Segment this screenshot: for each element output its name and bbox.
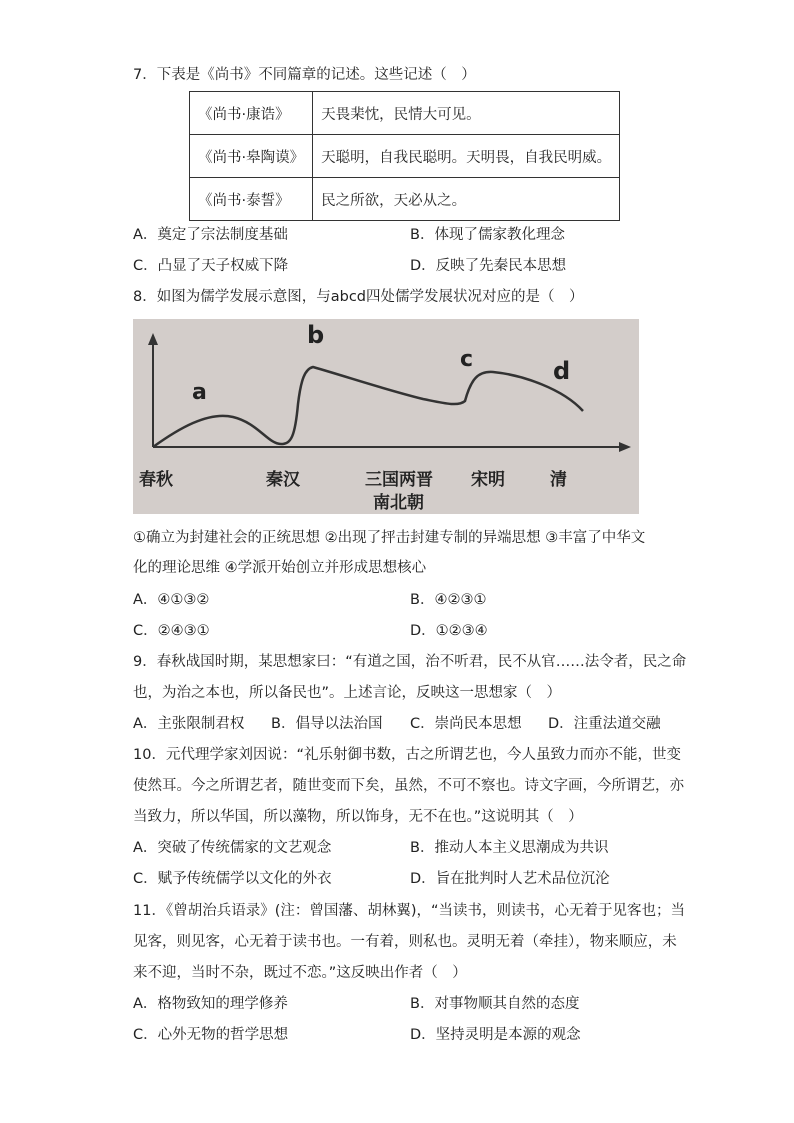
q10-option-a: A．突破了传统儒家的文艺观念 [133, 840, 332, 856]
table-cell-quote: 天聪明，自我民聪明。天明畏，自我民明威。 [313, 135, 620, 178]
q10-option-d: D．旨在批判时人艺术品位沉沦 [410, 871, 610, 887]
q11-option-a: A．格物致知的理学修养 [133, 996, 288, 1012]
table-row [190, 135, 620, 178]
q8-stem: 8．如图为儒学发展示意图，与abcd四处儒学发展状况对应的是（ ） [133, 289, 584, 305]
q8-option-d: D．①②③④ [410, 623, 488, 639]
axis-label-qing: 清 [550, 470, 567, 490]
table-cell-source: 《尚书·皋陶谟》 [190, 135, 313, 178]
q7-option-c: C．凸显了天子权威下降 [133, 258, 289, 274]
table-row [190, 178, 620, 221]
axis-label-chunqiu: 春秋 [139, 470, 173, 490]
q8-statements-line1: ①确立为封建社会的正统思想 ②出现了抨击封建专制的异端思想 ③丰富了中华文 [133, 530, 646, 546]
curve-label-a: a [192, 380, 207, 405]
q8-statements-line2: 化的理论思维 ④学派开始创立并形成思想核心 [133, 560, 427, 576]
q10-option-b: B．推动人本主义思潮成为共识 [410, 840, 609, 856]
table-cell-source: 《尚书·康诰》 [190, 92, 313, 135]
axis-label-qinhan: 秦汉 [266, 470, 300, 490]
q9-stem-line2: 也，为治之本也，所以备民也”。上述言论，反映这一思想家（ ） [133, 685, 562, 701]
q9-stem-line1: 9．春秋战国时期，某思想家曰：“有道之国，治不听君，民不从官……法令者，民之命 [133, 654, 687, 670]
q7-quote-table [189, 91, 620, 221]
q11-option-b: B．对事物顺其自然的态度 [410, 996, 580, 1012]
q11-option-d: D．坚持灵明是本源的观念 [410, 1027, 581, 1043]
q10-stem-line3: 当致力，所以华国，所以藻物，所以饰身，无不在也。”这说明其（ ） [133, 809, 583, 825]
q11-option-c: C．心外无物的哲学思想 [133, 1027, 289, 1043]
curve-label-d: d [553, 357, 571, 385]
q7-option-a: A．奠定了宗法制度基础 [133, 227, 288, 243]
q10-stem-line1: 10．元代理学家刘因说：“礼乐射御书数，古之所谓艺也，今人虽致力而亦不能，世变 [133, 747, 681, 763]
q11-stem-line3: 来不迎，当时不杂，既过不恋。”这反映出作者（ ） [133, 965, 467, 981]
q7-stem: 7．下表是《尚书》不同篇章的记述。这些记述（ ） [133, 67, 476, 83]
curve-label-c: c [460, 347, 474, 372]
q9-option-d: D．注重法道交融 [548, 716, 661, 732]
axis-label-sanguo: 三国两晋 [365, 470, 433, 490]
q8-option-c: C．②④③① [133, 623, 210, 639]
table-row [190, 92, 620, 135]
q7-option-b: B．体现了儒家教化理念 [410, 227, 565, 243]
table-cell-quote: 天畏棐忱，民情大可见。 [313, 92, 620, 135]
axis-label-nanbeichao: 南北朝 [373, 493, 424, 513]
curve-label-b: b [307, 321, 325, 349]
q11-stem-line1: 11．《曾胡治兵语录》(注：曾国藩、胡林翼)，“当读书，则读书，心无着于见客也；当 [133, 903, 686, 919]
q9-option-c: C．崇尚民本思想 [410, 716, 522, 732]
q7-option-d: D．反映了先秦民本思想 [410, 258, 567, 274]
q9-option-a: A．主张限制君权 [133, 716, 245, 732]
q8-option-b: B．④②③① [410, 592, 487, 608]
table-cell-source: 《尚书·泰誓》 [190, 178, 313, 221]
confucianism-development-figure [133, 319, 639, 514]
axis-label-songming: 宋明 [471, 470, 505, 490]
q9-option-b: B．倡导以法治国 [271, 716, 383, 732]
q11-stem-line2: 见客，则见客，心无着于读书也。一有着，则私也。灵明无着（牵挂），物来顺应，未 [133, 934, 677, 950]
q8-option-a: A．④①③② [133, 592, 210, 608]
table-cell-quote: 民之所欲，天必从之。 [313, 178, 620, 221]
q10-option-c: C．赋予传统儒学以文化的外衣 [133, 871, 332, 887]
q10-stem-line2: 使然耳。今之所谓艺者，随世变而下矣，虽然，不可不察也。诗文字画，今所谓艺，亦 [133, 778, 684, 794]
